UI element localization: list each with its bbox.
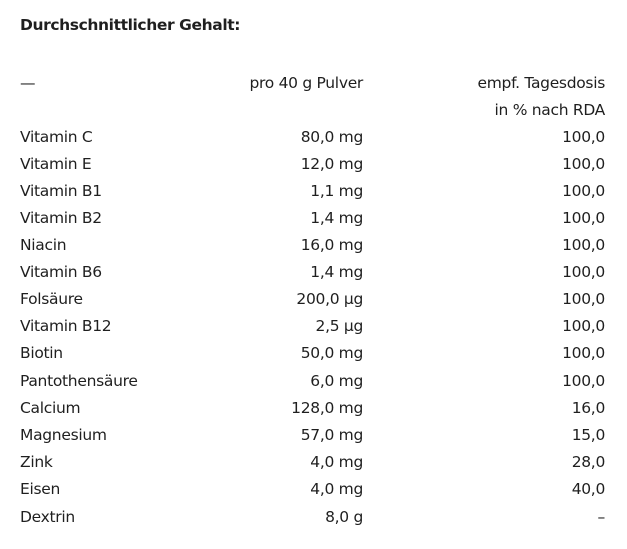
table-row [0, 232, 627, 259]
table-row [0, 368, 627, 395]
nutrient-amount: 4,0 mg [310, 453, 363, 471]
header-name-col: — [20, 74, 36, 92]
nutrient-amount: 6,0 mg [310, 372, 363, 390]
nutrient-rda: 100,0 [562, 182, 605, 200]
nutrient-name: Niacin [20, 236, 67, 254]
nutrient-rda: 100,0 [562, 236, 605, 254]
header-amount-col: pro 40 g Pulver [249, 74, 363, 92]
header-rda-col-line2: in % nach RDA [494, 101, 605, 119]
nutrient-name: Vitamin B2 [20, 209, 102, 227]
nutrient-amount: 200,0 µg [296, 290, 363, 308]
nutrient-name: Biotin [20, 344, 63, 362]
nutrient-name: Vitamin C [20, 128, 93, 146]
nutrient-name: Eisen [20, 480, 61, 498]
table-row [0, 205, 627, 232]
nutrient-name: Magnesium [20, 426, 107, 444]
table-header-row-2 [0, 97, 627, 124]
nutrient-rda: 100,0 [562, 128, 605, 146]
nutrient-amount: 80,0 mg [300, 128, 363, 146]
table-row [0, 313, 627, 340]
table-row [0, 151, 627, 178]
table-row [0, 395, 627, 422]
table-header-row [0, 70, 627, 97]
nutrient-rda: 100,0 [562, 317, 605, 335]
nutrient-rda: 100,0 [562, 209, 605, 227]
nutrient-rda: 100,0 [562, 372, 605, 390]
nutrient-rda: 15,0 [571, 426, 605, 444]
table-row [0, 124, 627, 151]
nutrient-amount: 50,0 mg [300, 344, 363, 362]
nutrient-amount: 57,0 mg [300, 426, 363, 444]
nutrient-amount: 16,0 mg [300, 236, 363, 254]
table-row [0, 340, 627, 367]
nutrient-amount: 4,0 mg [310, 480, 363, 498]
nutrient-rda: 28,0 [571, 453, 605, 471]
nutrient-amount: 2,5 µg [315, 317, 363, 335]
nutrient-name: Vitamin B12 [20, 317, 112, 335]
table-row [0, 286, 627, 313]
nutrient-name: Vitamin B1 [20, 182, 102, 200]
nutrient-amount: 128,0 mg [291, 399, 363, 417]
table-row [0, 178, 627, 205]
nutrient-name: Folsäure [20, 290, 83, 308]
nutrient-rda: – [597, 508, 605, 526]
nutrient-name: Zink [20, 453, 53, 471]
nutrient-amount: 1,4 mg [310, 263, 363, 281]
nutrient-name: Vitamin E [20, 155, 92, 173]
nutrient-amount: 1,1 mg [310, 182, 363, 200]
header-rda-col-line1: empf. Tagesdosis [477, 74, 605, 92]
nutrient-name: Calcium [20, 399, 81, 417]
table-row [0, 449, 627, 476]
nutrient-name: Pantothensäure [20, 372, 138, 390]
table-row [0, 422, 627, 449]
table-row [0, 259, 627, 286]
nutrient-rda: 100,0 [562, 290, 605, 308]
nutrient-amount: 1,4 mg [310, 209, 363, 227]
nutrient-amount: 12,0 mg [300, 155, 363, 173]
nutrient-rda: 100,0 [562, 344, 605, 362]
table-row [0, 504, 627, 531]
nutrient-rda: 16,0 [571, 399, 605, 417]
nutrient-name: Vitamin B6 [20, 263, 102, 281]
nutrient-rda: 100,0 [562, 155, 605, 173]
nutrient-amount: 8,0 g [325, 508, 363, 526]
nutrient-name: Dextrin [20, 508, 75, 526]
table-row [0, 476, 627, 503]
nutrient-rda: 40,0 [571, 480, 605, 498]
section-title: Durchschnittlicher Gehalt: [20, 16, 241, 34]
nutrient-rda: 100,0 [562, 263, 605, 281]
